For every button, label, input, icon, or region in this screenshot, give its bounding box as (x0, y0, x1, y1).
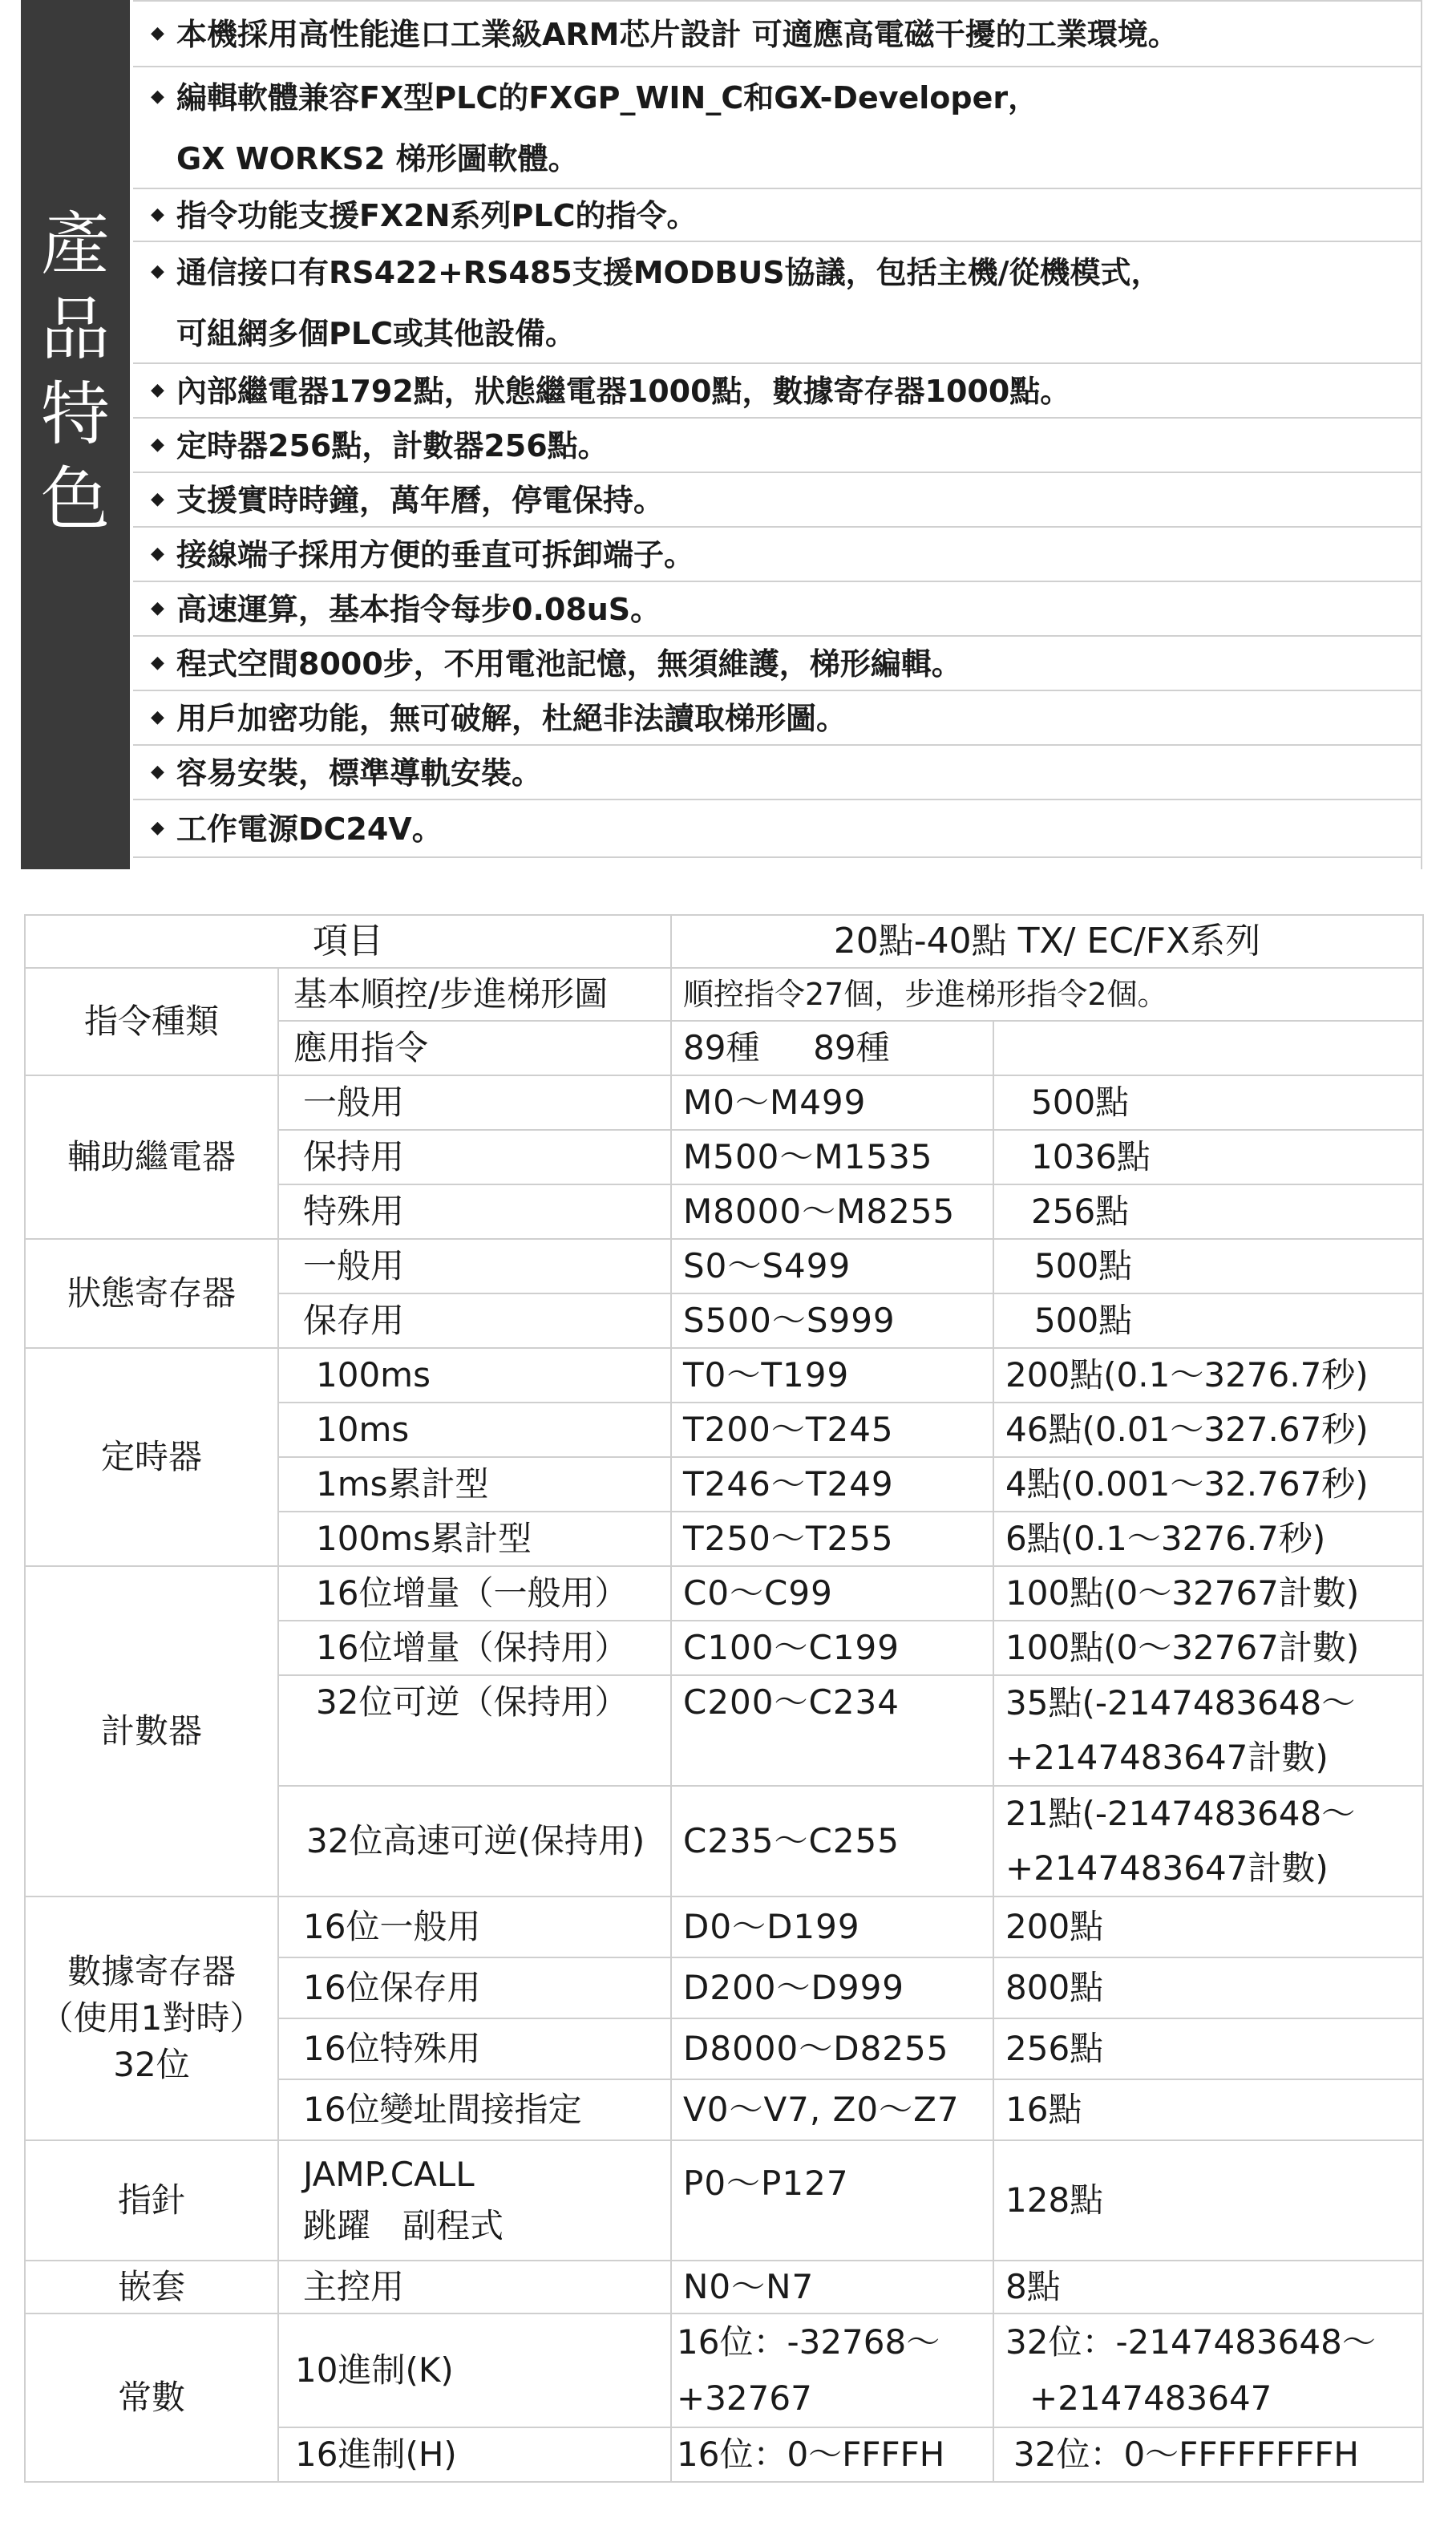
feature-item (133, 67, 1421, 189)
product-features-panel (21, 0, 1422, 869)
row-range: D200～D999 (671, 1957, 993, 2018)
row-range: M0～M499 (671, 1075, 993, 1130)
row-count: 4點(0.001～32.767秒) (993, 1457, 1423, 1512)
row-count: 500點 (993, 1239, 1423, 1293)
instr-app-value: 89種 89種 (671, 1021, 993, 1075)
feature-line-text: 可組網多個PLC或其他設備。 (176, 316, 576, 351)
row-count-line1: 21點(-2147483648～ (1005, 1794, 1356, 1833)
const-k-count-line1: 32位：-2147483648～ (1005, 2322, 1376, 2362)
feature-text (151, 637, 962, 694)
table-header-row (25, 915, 1423, 968)
feature-item (133, 691, 1421, 746)
spec-table (24, 914, 1424, 2483)
side-title-char: 色 (41, 459, 110, 540)
row-count: 1036點 (993, 1130, 1423, 1184)
row-range: V0～V7, Z0～Z7 (671, 2079, 993, 2140)
feature-line-text: GX WORKS2 梯形圖軟體。 (176, 141, 579, 176)
table-row (25, 1075, 1423, 1130)
feature-text-continued (176, 303, 576, 364)
bullet-icon: ◆ (151, 261, 164, 281)
category-state-register: 狀態寄存器 (25, 1239, 278, 1348)
row-range: P0～P127 (671, 2140, 993, 2261)
spec-table-container (24, 914, 1424, 2483)
row-label: 16位保存用 (278, 1957, 671, 2018)
row-count: 500點 (993, 1075, 1423, 1130)
bullet-icon: ◆ (151, 488, 164, 509)
row-range: C100～C199 (671, 1621, 993, 1675)
feature-item (133, 473, 1421, 528)
row-count: 200點 (993, 1897, 1423, 1957)
feature-text (151, 528, 694, 585)
row-count: 6點(0.1～3276.7秒) (993, 1512, 1423, 1566)
feature-item (133, 582, 1421, 637)
feature-line-text: 高速運算，基本指令每步0.08uS。 (176, 592, 661, 627)
category-timer: 定時器 (25, 1348, 278, 1566)
pointer-label (278, 2140, 671, 2261)
feature-line-text: 編輯軟體兼容FX型PLC的FXGP_WIN_C和GX-Developer， (176, 80, 1039, 115)
row-range: C235～C255 (671, 1786, 993, 1897)
feature-text-continued (176, 128, 579, 189)
row-range: T250～T255 (671, 1512, 993, 1566)
const-k-count-line2: +2147483647 (1029, 2378, 1272, 2418)
side-title-char: 品 (41, 289, 110, 370)
const-k-range-line2: +32767 (677, 2378, 812, 2418)
table-row (25, 1348, 1423, 1403)
row-label: 保存用 (278, 1293, 671, 1348)
category-data-register (25, 1897, 278, 2140)
row-label: 16位增量（保持用） (278, 1621, 671, 1675)
header-series: 20點-40點 TX/ EC/FX系列 (671, 915, 1423, 968)
features-list (133, 0, 1422, 869)
feature-text (151, 419, 609, 476)
row-count: 128點 (993, 2140, 1423, 2261)
table-row (25, 2261, 1423, 2313)
feature-line-text: 用戶加密功能，無可破解，杜絕非法讀取梯形圖。 (176, 701, 847, 736)
row-label: 32位可逆（保持用） (278, 1675, 671, 1786)
bullet-icon: ◆ (151, 86, 164, 107)
feature-line-text: 定時器256點，計數器256點。 (176, 428, 609, 464)
row-label: 16位變址間接指定 (278, 2079, 671, 2140)
header-item: 項目 (25, 915, 671, 968)
instr-app-label: 應用指令 (278, 1021, 671, 1075)
row-range: D8000～D8255 (671, 2018, 993, 2079)
row-range: T200～T245 (671, 1403, 993, 1457)
feature-line-text: 本機採用高性能進口工業級ARM芯片設計 可適應高電磁干擾的工業環境。 (176, 17, 1179, 52)
feature-text (151, 800, 443, 860)
const-h-count: 32位：0～FFFFFFFFH (993, 2427, 1423, 2482)
row-count-line2: +2147483647計數) (1005, 1848, 1329, 1888)
const-k-range-line1: 16位：-32768～ (677, 2322, 940, 2362)
bullet-icon: ◆ (151, 379, 164, 400)
instr-basic-value: 順控指令27個，步進梯形指令2個。 (671, 968, 1423, 1021)
category-nest: 嵌套 (25, 2261, 278, 2313)
category-line: （使用1對時） (39, 1998, 264, 2038)
feature-line-text: 支援實時時鐘，萬年曆，停電保持。 (176, 483, 665, 518)
row-count: 100點(0～32767計數) (993, 1566, 1423, 1621)
row-count: 8點 (993, 2261, 1423, 2313)
table-row (25, 968, 1423, 1021)
bullet-icon: ◆ (151, 22, 164, 43)
bullet-icon: ◆ (151, 706, 164, 727)
feature-text (151, 242, 1161, 306)
row-label: 16位特殊用 (278, 2018, 671, 2079)
feature-line-text: 指令功能支援FX2N系列PLC的指令。 (176, 198, 698, 233)
feature-line-text: 接線端子採用方便的垂直可拆卸端子。 (176, 537, 695, 573)
feature-text (151, 189, 697, 245)
row-count: 256點 (993, 2018, 1423, 2079)
row-range: S0～S499 (671, 1239, 993, 1293)
row-range: T246～T249 (671, 1457, 993, 1512)
pointer-label-line2: 跳躍 副程式 (303, 2206, 504, 2245)
row-count-line1: 35點(-2147483648～ (1005, 1683, 1356, 1722)
const-k-label: 10進制(K) (278, 2313, 671, 2427)
const-h-range: 16位：0～FFFFH (671, 2427, 993, 2482)
table-row (25, 2313, 1423, 2427)
category-aux-relay: 輔助繼電器 (25, 1075, 278, 1239)
feature-line-text: 程式空間8000步，不用電池記憶，無須維護，梯形編輯。 (176, 646, 962, 682)
category-constant: 常數 (25, 2313, 278, 2482)
bullet-icon: ◆ (151, 204, 164, 225)
row-count-multiline (993, 1786, 1423, 1897)
table-row (25, 1239, 1423, 1293)
row-count: 256點 (993, 1184, 1423, 1239)
row-label: 1ms累計型 (278, 1457, 671, 1512)
row-range: T0～T199 (671, 1348, 993, 1403)
const-k-count (993, 2313, 1423, 2427)
pointer-label-line1: JAMP.CALL (303, 2155, 475, 2194)
row-label: 32位高速可逆(保持用) (278, 1786, 671, 1897)
row-label: 10ms (278, 1403, 671, 1457)
feature-item (133, 2, 1421, 67)
row-range: M500～M1535 (671, 1130, 993, 1184)
bullet-icon: ◆ (151, 652, 164, 673)
category-line: 數據寄存器 (67, 1952, 236, 1991)
side-title-char: 產 (41, 204, 110, 285)
category-line: 32位 (113, 2045, 190, 2084)
row-label: 特殊用 (278, 1184, 671, 1239)
row-count: 800點 (993, 1957, 1423, 2018)
row-label: 保持用 (278, 1130, 671, 1184)
const-h-label: 16進制(H) (278, 2427, 671, 2482)
feature-text (151, 67, 1038, 131)
row-range: C200～C234 (671, 1675, 993, 1786)
feature-item (133, 242, 1421, 364)
feature-line-text: 工作電源DC24V。 (176, 812, 443, 847)
row-count: 100點(0～32767計數) (993, 1621, 1423, 1675)
feature-item (133, 364, 1421, 419)
bullet-icon: ◆ (151, 817, 164, 838)
feature-text (151, 691, 847, 748)
row-range: S500～S999 (671, 1293, 993, 1348)
row-range: D0～D199 (671, 1897, 993, 1957)
instr-app-empty (993, 1021, 1423, 1075)
row-range: C0～C99 (671, 1566, 993, 1621)
feature-item (133, 800, 1421, 858)
feature-text (151, 582, 661, 639)
row-label: 一般用 (278, 1075, 671, 1130)
feature-item (133, 637, 1421, 691)
row-count: 500點 (993, 1293, 1423, 1348)
bullet-icon: ◆ (151, 597, 164, 618)
table-row (25, 1897, 1423, 1957)
row-count-multiline (993, 1675, 1423, 1786)
row-label: 16位一般用 (278, 1897, 671, 1957)
category-pointer: 指針 (25, 2140, 278, 2261)
feature-item (133, 528, 1421, 582)
instr-basic-label: 基本順控/步進梯形圖 (278, 968, 671, 1021)
features-side-bar (21, 0, 130, 869)
feature-text (151, 364, 1070, 421)
table-row (25, 1566, 1423, 1621)
row-count: 16點 (993, 2079, 1423, 2140)
table-row (25, 2140, 1423, 2261)
bullet-icon: ◆ (151, 543, 164, 564)
features-side-title (21, 202, 130, 542)
row-label: 一般用 (278, 1239, 671, 1293)
row-range: N0～N7 (671, 2261, 993, 2313)
feature-text (151, 746, 542, 803)
row-label: 100ms累計型 (278, 1512, 671, 1566)
bullet-icon: ◆ (151, 761, 164, 782)
const-k-range (671, 2313, 993, 2427)
feature-text (151, 473, 664, 530)
feature-line-text: 容易安裝，標準導軌安裝。 (176, 755, 543, 791)
category-instruction: 指令種類 (25, 968, 278, 1075)
row-label: 主控用 (278, 2261, 671, 2313)
feature-item (133, 746, 1421, 800)
row-range: M8000～M8255 (671, 1184, 993, 1239)
side-title-char: 特 (41, 374, 110, 455)
row-count: 46點(0.01～327.67秒) (993, 1403, 1423, 1457)
row-count: 200點(0.1～3276.7秒) (993, 1348, 1423, 1403)
feature-item (133, 189, 1421, 242)
bullet-icon: ◆ (151, 434, 164, 455)
feature-line-text: 內部繼電器1792點，狀態繼電器1000點，數據寄存器1000點。 (176, 374, 1071, 409)
feature-line-text: 通信接口有RS422+RS485支援MODBUS協議，包括主機/從機模式， (176, 255, 1162, 290)
category-counter: 計數器 (25, 1566, 278, 1897)
row-count-line2: +2147483647計數) (1005, 1738, 1329, 1777)
feature-text (151, 2, 1179, 70)
row-label: 100ms (278, 1348, 671, 1403)
row-label: 16位增量（一般用） (278, 1566, 671, 1621)
feature-item (133, 419, 1421, 473)
